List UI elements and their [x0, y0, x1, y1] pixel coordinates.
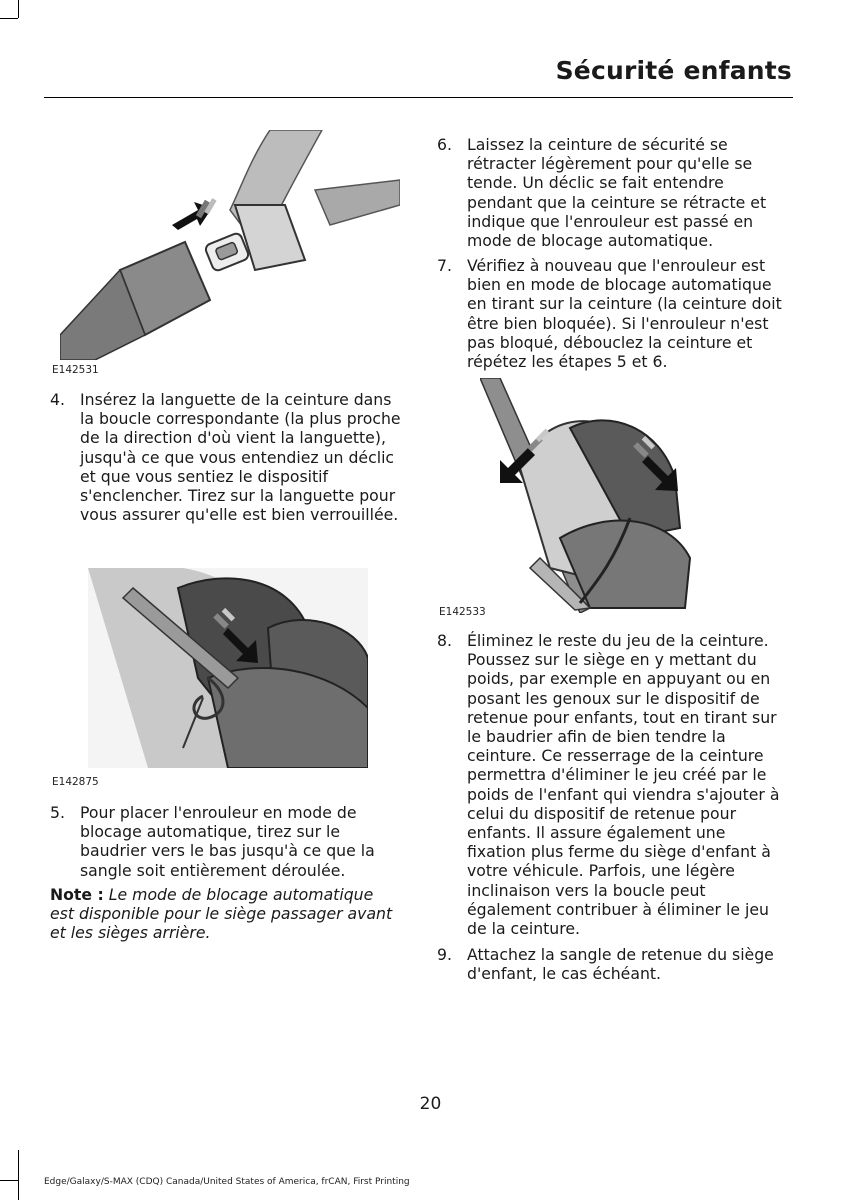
belt-buckle-illustration — [60, 130, 400, 360]
step-number: 8. — [437, 631, 452, 650]
note — [50, 885, 402, 943]
page-number: 20 — [419, 1094, 442, 1114]
note-label: Note : — [50, 885, 104, 904]
figure-seat-tightening — [480, 378, 695, 613]
crop-mark — [18, 0, 19, 18]
header-rule — [44, 97, 793, 98]
step-number: 9. — [437, 945, 452, 964]
crop-mark — [0, 18, 18, 19]
step-number: 4. — [50, 390, 65, 409]
figure-id: E142875 — [52, 776, 99, 788]
figure-id: E142533 — [439, 606, 486, 618]
child-seat-illustration — [88, 568, 368, 768]
step-text: Éliminez le reste du jeu de la ceinture. Poussez sur le siège en y mettant du poids, par exemple en appuyant ou en posant les genoux sur le dispositif de retenue pour enfants, tout en tirant sur le baudrier afin de bien tendre la ceinture. Ce resserrage de la ceinture permettra d'éliminer le jeu créé par le poids de l'enfant qui viendra s'ajouter à celui du dispositif de retenue pour enfants. Il assure également une fixation plus ferme du siège d'enfant à votre véhicule. Parfois, une légère inclinaison vers la boucle peut également contribuer à éliminer le jeu de la ceinture. — [467, 631, 780, 939]
figure-child-seat-belt — [88, 568, 368, 768]
step-number: 7. — [437, 256, 452, 275]
crop-mark — [0, 1180, 18, 1181]
step-text: Laissez la ceinture de sécurité se rétracter légèrement pour qu'elle se tende. Un déclic se fait entendre pendant que la ceinture se rétracte et indique que l'enrouleur est passé en mode de blocage automatique. — [467, 135, 767, 251]
step-number: 6. — [437, 135, 452, 154]
figure-id: E142531 — [52, 364, 99, 376]
figure-belt-buckle — [60, 130, 400, 360]
step-text: Insérez la languette de la ceinture dans la boucle correspondante (la plus proche de la direction d'où vient la languette), jusqu'à ce que vous entendiez un déclic et que vous sentiez le dispositif s'enclencher. Tirez sur la languette pour vous assurer qu'elle est bien verrouillée. — [80, 390, 401, 525]
seat-tightening-illustration — [480, 378, 695, 613]
step-text: Pour placer l'enrouleur en mode de blocage automatique, tirez sur le baudrier vers le bas jusqu'à ce que la sangle soit entièrement déroulée. — [80, 803, 375, 880]
footer-text: Edge/Galaxy/S-MAX (CDQ) Canada/United States of America, frCAN, First Printing — [44, 1177, 410, 1187]
note-text: Le mode de blocage automatique est disponible pour le siège passager avant et les sièges arrière. — [50, 885, 393, 943]
step-number: 5. — [50, 803, 65, 822]
page-title: Sécurité enfants — [555, 56, 792, 85]
arrow-icon — [172, 198, 217, 230]
step-text: Attachez la sangle de retenue du siège d'enfant, le cas échéant. — [467, 945, 774, 984]
crop-mark — [18, 1150, 19, 1200]
step-text: Vérifiez à nouveau que l'enrouleur est bien en mode de blocage automatique en tirant sur la ceinture (la ceinture doit être bien bloquée). Si l'enrouleur n'est pas bloqué, débouclez la ceinture et répétez les étapes 5 et 6. — [467, 256, 782, 372]
